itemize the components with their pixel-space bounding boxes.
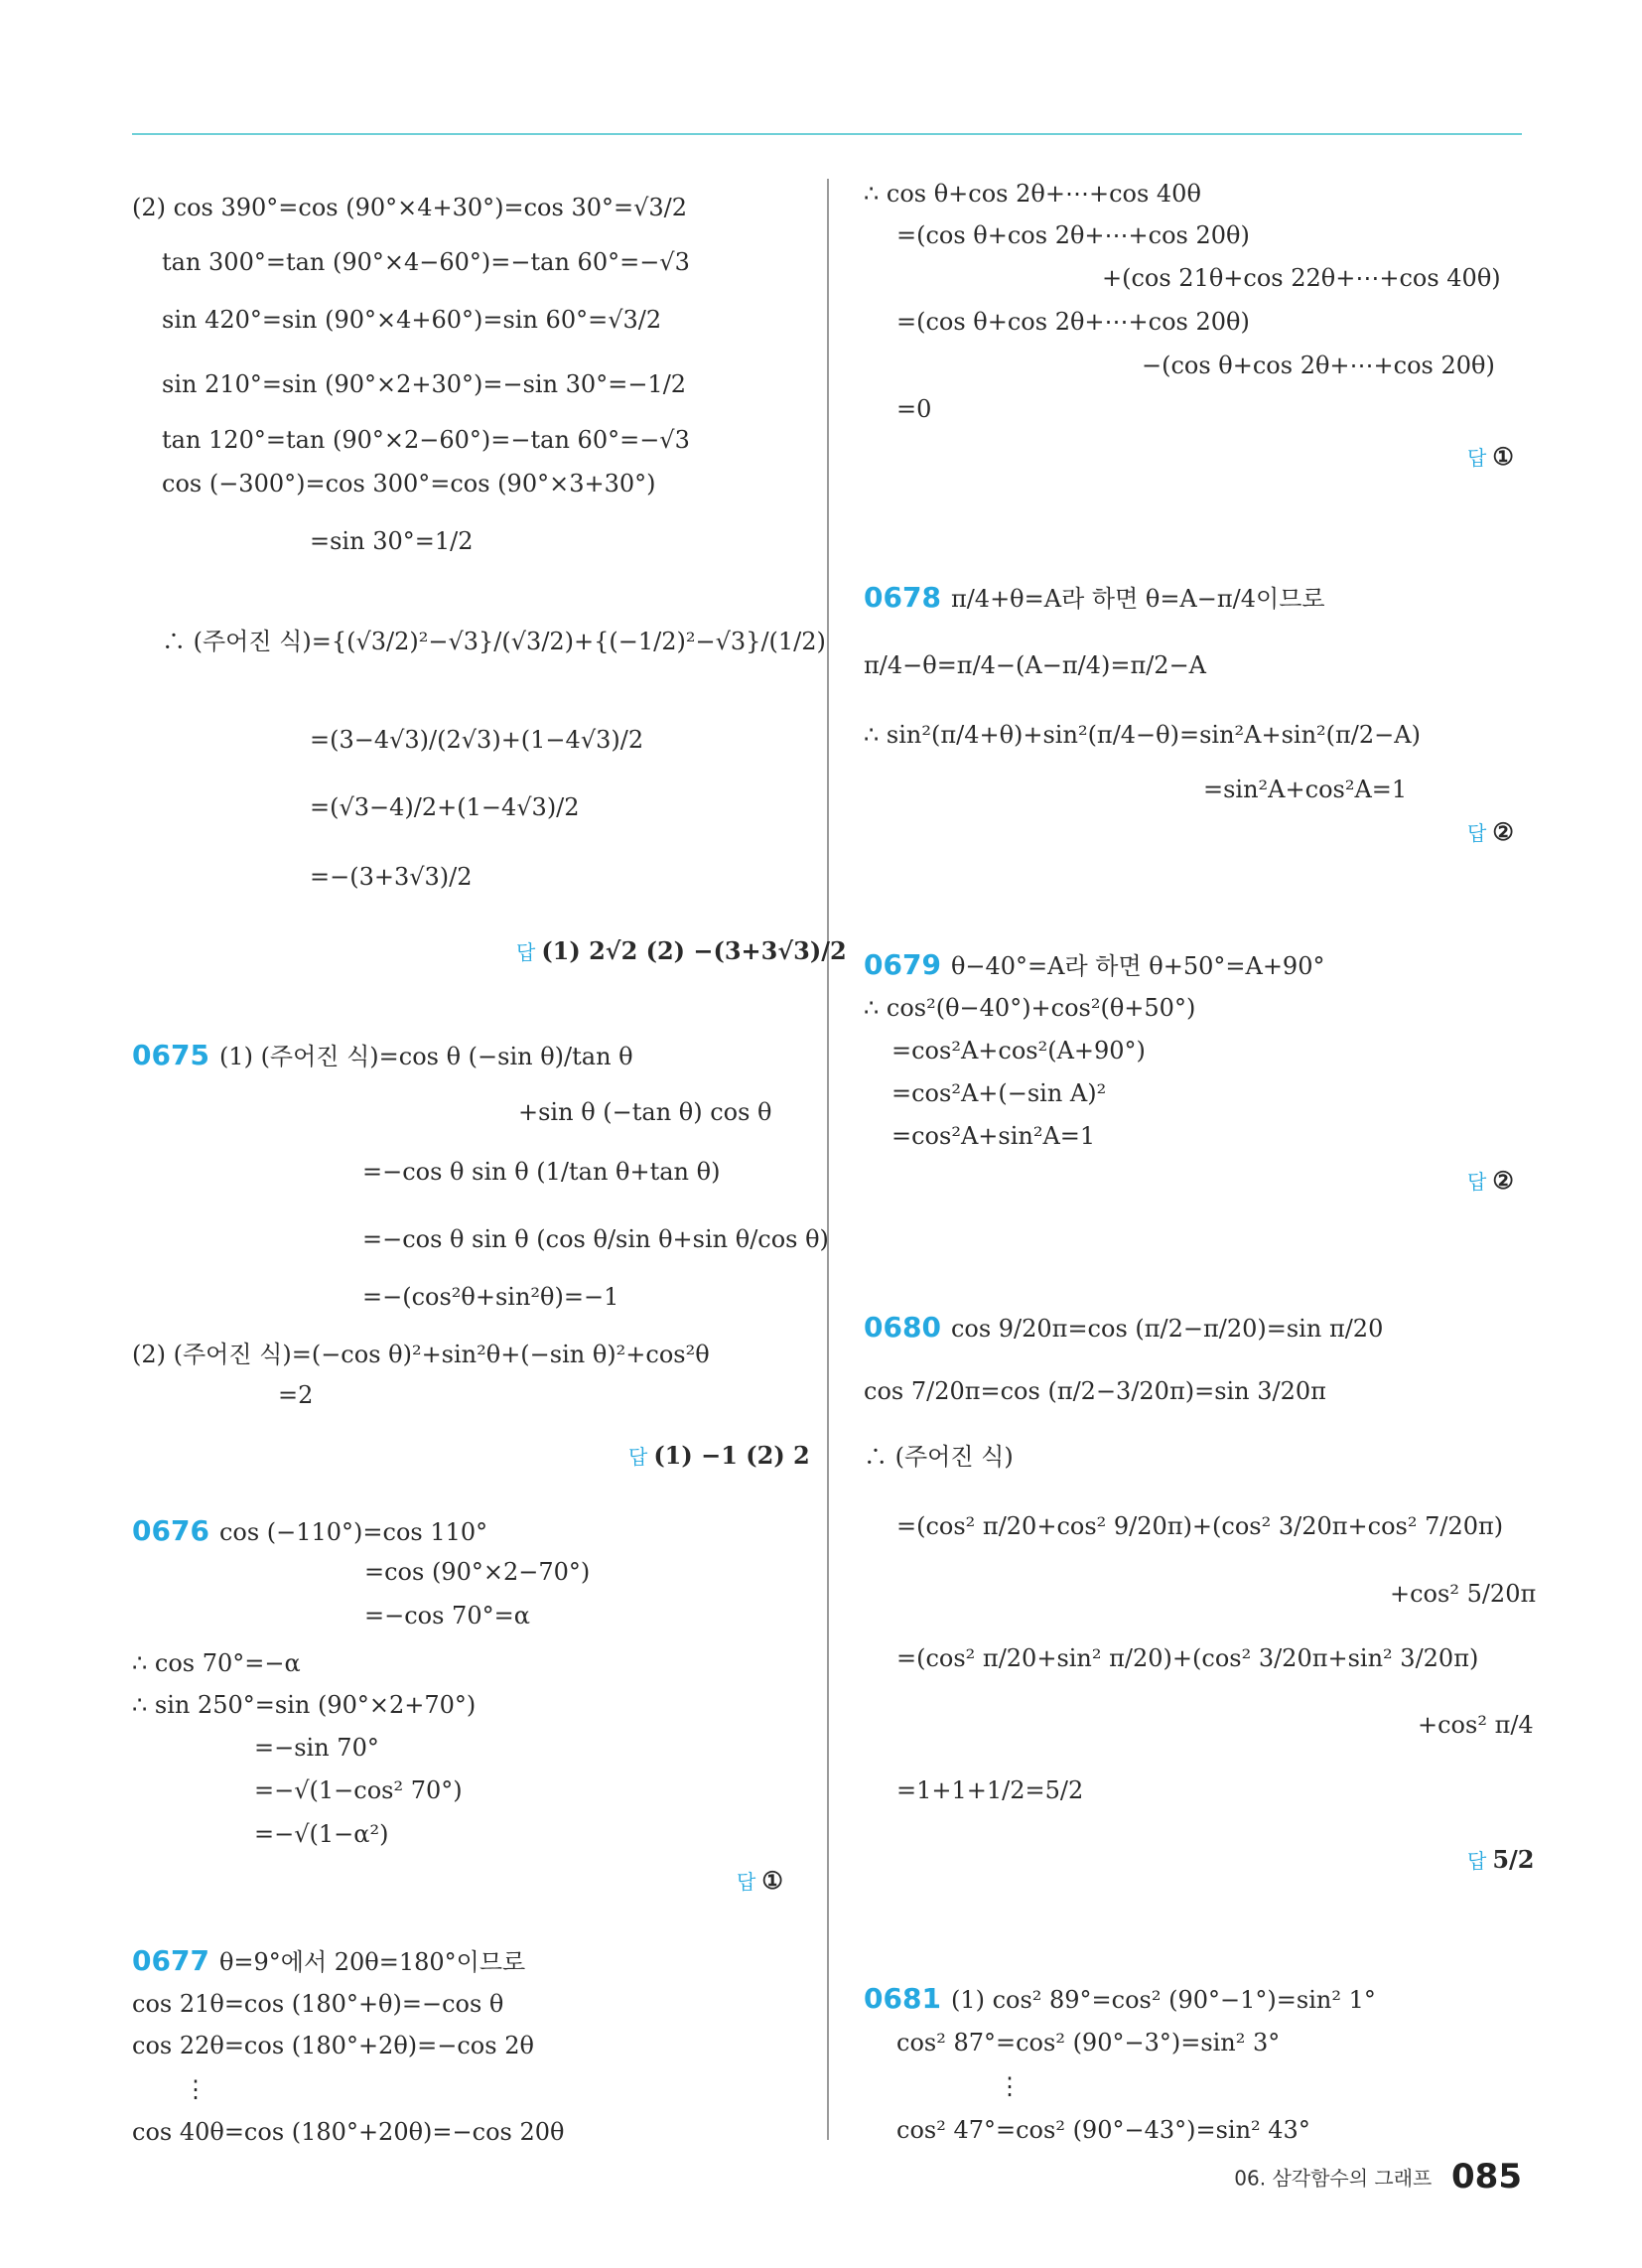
- math-text: =0: [896, 395, 932, 423]
- answer-line: [628, 1441, 810, 1472]
- math-text: cos (−110°)=cos 110°: [218, 1518, 488, 1546]
- page-number: 085: [1451, 2157, 1522, 2197]
- solution-line: [896, 1511, 1503, 1541]
- answer-line: [1467, 1845, 1535, 1876]
- math-text: (2) (주어진 식)=(−cos θ)²+sin²θ+(−sin θ)²+cos²θ: [132, 1341, 710, 1368]
- solution-line: [891, 1121, 1095, 1151]
- solution-line: [362, 1282, 618, 1312]
- solution-line: [864, 720, 1421, 750]
- solution-line: [864, 993, 1195, 1023]
- solution-line: [864, 950, 1324, 981]
- math-text: =2: [278, 1381, 314, 1409]
- solution-line: [162, 305, 661, 335]
- solution-line: [132, 1648, 301, 1678]
- problem-number: 0677: [132, 1944, 209, 1977]
- math-text: ∴ (주어진 식): [864, 1443, 1014, 1471]
- math-text: =cos (90°×2−70°): [364, 1558, 591, 1586]
- math-text: cos 7/20π=cos (π/2−3/20π)=sin 3/20π: [864, 1377, 1326, 1405]
- solution-line: [896, 2028, 1280, 2057]
- math-text: +cos² π/4: [1418, 1711, 1534, 1739]
- solution-line: [864, 179, 1201, 209]
- answer-line: [1467, 817, 1514, 848]
- solution-line: [254, 1775, 463, 1805]
- answer-line: [1467, 1166, 1514, 1197]
- answer-value: ①: [1492, 442, 1514, 471]
- problem-number: 0675: [132, 1039, 209, 1071]
- answer-value: ②: [1492, 817, 1514, 846]
- answer-label: 답: [516, 940, 536, 964]
- math-text: =1+1+1/2=5/2: [896, 1776, 1084, 1804]
- math-text: −(cos θ+cos 2θ+⋯+cos 20θ): [1142, 352, 1495, 379]
- problem-number: 0680: [864, 1311, 941, 1344]
- math-text: cos (−300°)=cos 300°=cos (90°×3+30°): [162, 470, 656, 497]
- solution-line: [132, 1340, 710, 1369]
- answer-line: [1467, 442, 1514, 473]
- math-text: (2) cos 390°=cos (90°×4+30°)=cos 30°=√3/2: [132, 194, 688, 221]
- solution-line: [864, 583, 1325, 614]
- solution-line: [896, 394, 931, 424]
- column-divider: [827, 179, 829, 2140]
- solution-line: [162, 627, 826, 656]
- math-text: cos² 87°=cos² (90°−3°)=sin² 3°: [896, 2029, 1281, 2056]
- math-text: ⋮: [184, 2075, 207, 2103]
- math-text: =sin 30°=1/2: [310, 527, 474, 555]
- math-text: π/4−θ=π/4−(A−π/4)=π/2−A: [864, 651, 1207, 679]
- problem-number: 0681: [864, 1982, 941, 2015]
- math-text: +(cos 21θ+cos 22θ+⋯+cos 40θ): [1102, 264, 1501, 292]
- solution-line: [864, 1313, 1383, 1344]
- math-text: ∴ cos²(θ−40°)+cos²(θ+50°): [864, 994, 1196, 1022]
- solution-line: [184, 2074, 207, 2104]
- solution-line: [132, 193, 687, 222]
- page-footer: [1234, 2157, 1522, 2197]
- math-text: =−(3+3√3)/2: [310, 863, 473, 891]
- solution-line: [310, 526, 473, 556]
- solution-line: [864, 1442, 1014, 1472]
- math-text: =−√(1−α²): [254, 1820, 389, 1848]
- problem-number: 0676: [132, 1514, 209, 1547]
- top-rule: [132, 133, 1522, 135]
- answer-label: 답: [1467, 446, 1487, 470]
- solution-line: [864, 650, 1206, 680]
- math-text: ∴ sin 250°=sin (90°×2+70°): [132, 1691, 477, 1719]
- math-text: =(cos θ+cos 2θ+⋯+cos 20θ): [896, 308, 1250, 336]
- answer-label: 답: [737, 1870, 756, 1894]
- math-text: ∴ cos θ+cos 2θ+⋯+cos 40θ: [864, 180, 1201, 208]
- solution-line: [132, 2031, 534, 2060]
- math-text: =sin²A+cos²A=1: [1203, 776, 1408, 803]
- math-text: =−cos θ sin θ (1/tan θ+tan θ): [362, 1158, 721, 1186]
- solution-line: [132, 1989, 503, 2019]
- solution-line: [896, 220, 1250, 250]
- math-text: cos 9/20π=cos (π/2−π/20)=sin π/20: [950, 1315, 1384, 1343]
- solution-line: [254, 1733, 379, 1763]
- solution-line: [896, 1775, 1083, 1805]
- math-text: =−sin 70°: [254, 1734, 379, 1762]
- math-text: =(cos² π/20+cos² 9/20π)+(cos² 3/20π+cos² 7/20π): [896, 1512, 1504, 1540]
- math-text: =−√(1−cos² 70°): [254, 1776, 463, 1804]
- solution-line: [1390, 1579, 1536, 1609]
- math-text: =cos²A+cos²(A+90°): [891, 1037, 1146, 1064]
- solution-line: [864, 1376, 1326, 1406]
- answer-value: ①: [761, 1866, 783, 1895]
- solution-line: [362, 1157, 720, 1187]
- math-text: ∴ (주어진 식)={(√3/2)²−√3}/(√3/2)+{(−1/2)²−√3}/(1/2): [162, 628, 826, 655]
- math-text: ⋮: [998, 2072, 1022, 2100]
- answer-value: 5/2: [1492, 1845, 1535, 1874]
- math-text: sin 420°=sin (90°×4+60°)=sin 60°=√3/2: [162, 306, 662, 334]
- solution-line: [162, 247, 690, 277]
- answer-line: [516, 936, 847, 967]
- solution-line: [364, 1601, 530, 1630]
- math-text: sin 210°=sin (90°×2+30°)=−sin 30°=−1/2: [162, 370, 687, 398]
- solution-line: [132, 1946, 525, 1977]
- solution-line: [896, 1643, 1478, 1673]
- answer-label: 답: [628, 1445, 648, 1469]
- math-text: π/4+θ=A라 하면 θ=A−π/4이므로: [950, 585, 1325, 613]
- solution-line: [1203, 775, 1407, 804]
- solution-line: [891, 1036, 1146, 1065]
- solution-line: [1142, 351, 1495, 380]
- math-text: cos 21θ=cos (180°+θ)=−cos θ: [132, 1990, 504, 2018]
- solution-line: [254, 1819, 388, 1849]
- math-text: ∴ sin²(π/4+θ)+sin²(π/4−θ)=sin²A+sin²(π/2−A): [864, 721, 1421, 749]
- answer-value: (1) 2√2 (2) −(3+3√3)/2: [541, 936, 847, 965]
- problem-number: 0679: [864, 948, 941, 981]
- answer-label: 답: [1467, 821, 1487, 845]
- math-text: cos² 47°=cos² (90°−43°)=sin² 43°: [896, 2116, 1310, 2144]
- solution-line: [162, 425, 690, 455]
- math-text: cos 40θ=cos (180°+20θ)=−cos 20θ: [132, 2118, 565, 2146]
- solution-line: [896, 307, 1250, 337]
- math-text: θ=9°에서 20θ=180°이므로: [218, 1948, 526, 1976]
- math-text: =(√3−4)/2+(1−4√3)/2: [310, 793, 580, 821]
- answer-value: (1) −1 (2) 2: [653, 1441, 810, 1470]
- solution-line: [364, 1557, 590, 1587]
- math-text: +sin θ (−tan θ) cos θ: [518, 1098, 772, 1126]
- solution-line: [162, 369, 686, 399]
- math-text: ∴ cos 70°=−α: [132, 1649, 301, 1677]
- solution-line: [310, 792, 580, 822]
- math-text: θ−40°=A라 하면 θ+50°=A+90°: [950, 952, 1325, 980]
- math-text: =−(cos²θ+sin²θ)=−1: [362, 1283, 619, 1311]
- math-text: =cos²A+(−sin A)²: [891, 1079, 1107, 1107]
- solution-line: [310, 725, 643, 755]
- math-text: tan 300°=tan (90°×4−60°)=−tan 60°=−√3: [162, 248, 690, 276]
- problem-number: 0678: [864, 581, 941, 614]
- math-text: +cos² 5/20π: [1390, 1580, 1537, 1608]
- solution-line: [132, 1041, 633, 1071]
- solution-line: [278, 1380, 313, 1410]
- solution-line: [1102, 263, 1501, 293]
- solution-line: [1418, 1710, 1534, 1740]
- solution-line: [362, 1224, 829, 1254]
- solution-line: [162, 469, 655, 498]
- chapter-title: 06. 삼각함수의 그래프: [1234, 2166, 1433, 2191]
- solution-line: [998, 2071, 1022, 2101]
- solution-line: [864, 1984, 1376, 2015]
- solution-line: [310, 862, 473, 892]
- math-text: =cos²A+sin²A=1: [891, 1122, 1096, 1150]
- math-text: cos 22θ=cos (180°+2θ)=−cos 2θ: [132, 2032, 534, 2059]
- answer-label: 답: [1467, 1849, 1487, 1873]
- math-text: =(3−4√3)/(2√3)+(1−4√3)/2: [310, 726, 644, 754]
- solution-line: [896, 2115, 1310, 2145]
- math-text: =−cos 70°=α: [364, 1602, 530, 1630]
- solution-line: [132, 2117, 564, 2147]
- solution-line: [132, 1690, 476, 1720]
- math-text: =(cos² π/20+sin² π/20)+(cos² 3/20π+sin² 3/20π): [896, 1644, 1479, 1672]
- answer-label: 답: [1467, 1170, 1487, 1194]
- answer-line: [737, 1866, 783, 1897]
- solution-line: [891, 1078, 1106, 1108]
- math-text: =(cos θ+cos 2θ+⋯+cos 20θ): [896, 221, 1250, 249]
- solution-line: [132, 1516, 487, 1547]
- math-text: tan 120°=tan (90°×2−60°)=−tan 60°=−√3: [162, 426, 690, 454]
- solution-line: [518, 1097, 772, 1127]
- math-text: (1) (주어진 식)=cos θ (−sin θ)/tan θ: [218, 1043, 633, 1070]
- answer-value: ②: [1492, 1166, 1514, 1195]
- math-text: =−cos θ sin θ (cos θ/sin θ+sin θ/cos θ): [362, 1225, 829, 1253]
- math-text: (1) cos² 89°=cos² (90°−1°)=sin² 1°: [950, 1986, 1376, 2014]
